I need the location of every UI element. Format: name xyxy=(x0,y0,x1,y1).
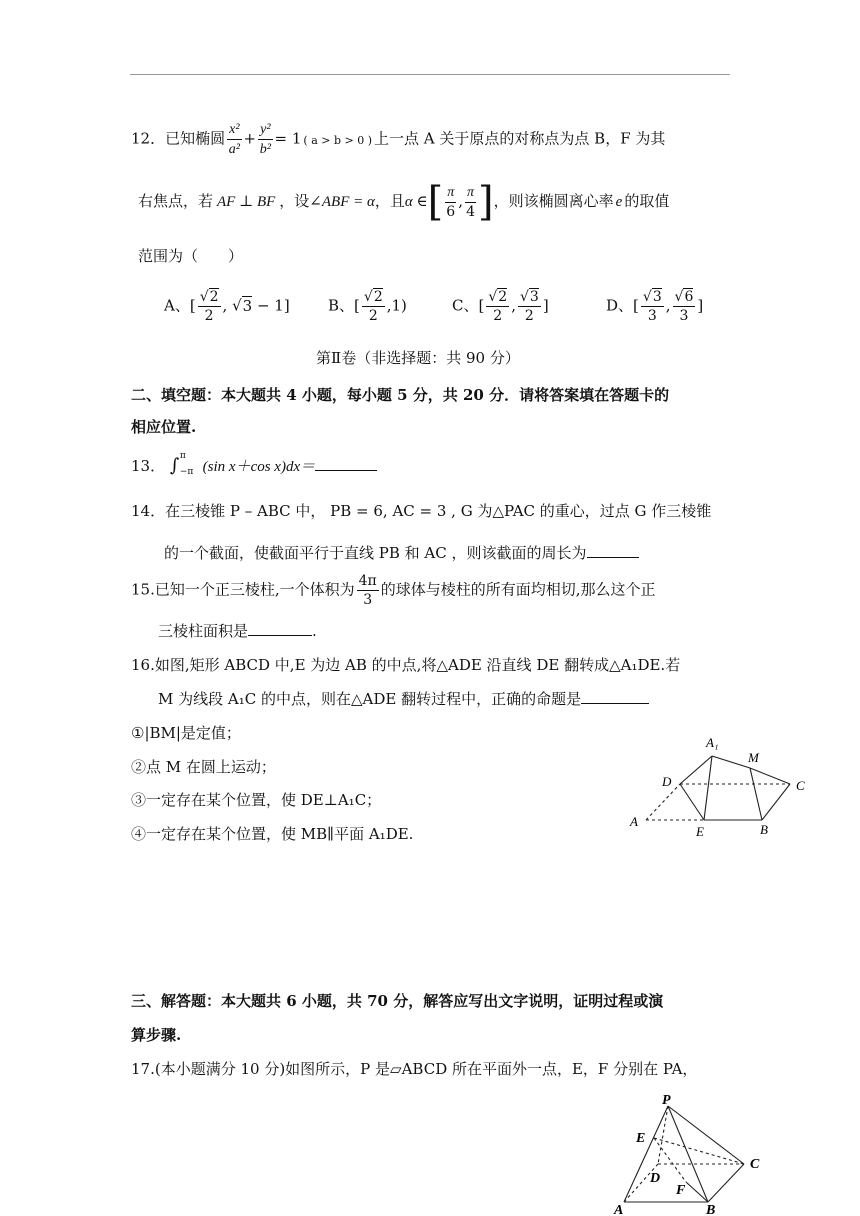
left-bracket: [ xyxy=(427,179,444,225)
q14-text-1: 在三棱锥 P – ABC 中， PB = 6, AC = 3 , G 为△PAC 的重心，过点 G 作三棱锥 xyxy=(165,502,712,520)
sphere-volume-frac xyxy=(357,572,379,609)
ellipse-x-num: x² xyxy=(229,122,240,137)
q15-text-a: 已知一个正三棱柱,一个体积为 xyxy=(154,580,355,599)
q16-number: 16. xyxy=(131,656,155,674)
ellipse-rhs: = 1 xyxy=(274,129,302,148)
q13-expr: (sin x＋cos x)dx＝ xyxy=(202,459,316,475)
fill-header-line1: 二、填空题：本大题共 4 小题，每小题 5 分，共 20 分．请将答案填在答题卡的 xyxy=(131,386,670,404)
label-d: D xyxy=(650,1171,661,1186)
option-a-label: A、 xyxy=(164,296,190,315)
eccentricity-e: e xyxy=(615,194,623,210)
label-p: P xyxy=(662,1093,671,1108)
right-bracket: ] xyxy=(478,179,494,225)
ellipse-x-den: a² xyxy=(228,142,240,157)
q15-line2: 三棱柱面积是 . xyxy=(158,622,317,640)
label-m: M xyxy=(748,750,759,765)
pi-num-1: π xyxy=(447,185,455,200)
label-c: C xyxy=(796,778,805,793)
q14-number: 14． xyxy=(131,502,166,520)
q17-figure xyxy=(606,1092,776,1216)
six-den: 6 xyxy=(446,204,456,220)
q12-number: 12． xyxy=(131,129,166,148)
edge-fb xyxy=(686,1182,708,1202)
integral-lower: −π xyxy=(179,467,194,477)
q14-line1 xyxy=(131,500,711,521)
q13 xyxy=(131,451,377,477)
ellipse-condition: ( a > b > 0 ) xyxy=(303,133,373,147)
option-a[interactable]: A、[ $\frac{√2}{2}$ , √3 − 1] xyxy=(164,289,290,324)
edge-mb xyxy=(750,768,762,820)
q16-item-4: ④一定存在某个位置，使 MB∥平面 A₁DE. xyxy=(131,825,414,843)
edge-a1m xyxy=(712,756,750,768)
edge-ad xyxy=(646,784,680,820)
edge-pd xyxy=(658,1106,668,1164)
ellipse-y-den: b² xyxy=(259,142,271,157)
section-2-title: 第Ⅱ卷（非选择题：共 90 分） xyxy=(316,349,520,367)
pi-num-2: π xyxy=(467,185,475,200)
q12-line2-c: ，且 xyxy=(374,192,405,210)
af-perp-bf: AF ⊥ BF xyxy=(217,194,276,210)
q12-line1: 12．已知椭圆 $\frac{\text{x²}}{\text{a²}}$ + $\frac{\text{y²}}{\text{b²}}$ = 1 ( a > b > 0 ) 上一点 A 关于原点的对称点为点 B，F 为其 xyxy=(131,122,666,157)
q13-answer-blank[interactable] xyxy=(315,456,377,471)
q16-line1 xyxy=(131,654,680,675)
ellipse-y-frac xyxy=(258,120,272,159)
edge-pc xyxy=(668,1106,744,1164)
q16-figure xyxy=(620,732,820,840)
edge-bc xyxy=(762,784,790,820)
volume-num: 4π xyxy=(358,573,377,589)
integral-upper: π xyxy=(179,451,186,461)
q12-line2-e: 的取值 xyxy=(624,192,670,210)
four-den: 4 xyxy=(466,204,475,220)
edge-mc xyxy=(750,768,790,784)
q16-answer-blank[interactable] xyxy=(581,689,649,704)
edge-pa xyxy=(624,1106,668,1202)
q14-answer-blank[interactable] xyxy=(587,543,639,558)
edge-pb xyxy=(668,1106,708,1202)
ellipse-x-frac xyxy=(227,120,241,159)
q12-text: 已知椭圆 xyxy=(165,129,226,148)
label-a1: A₁ xyxy=(706,735,719,750)
alpha-in: α ∈ xyxy=(404,194,428,210)
q16-item-1: ①|BM|是定值； xyxy=(131,724,241,742)
option-c[interactable]: C、[ $\frac{√2}{2}$ , $\frac{√3}{2}$ ] xyxy=(452,289,549,324)
q16-text-1: 如图,矩形 ABCD 中,E 为边 AB 的中点,将△ADE 沿直线 DE 翻转成△A₁DE.若 xyxy=(154,656,681,674)
edge-a1e xyxy=(704,756,712,820)
label-f: F xyxy=(676,1183,686,1198)
q16-item-2: ②点 M 在圆上运动； xyxy=(131,758,276,776)
label-a: A xyxy=(630,814,638,829)
pi-6-frac xyxy=(445,183,456,221)
label-e: E xyxy=(696,824,704,839)
label-d: D xyxy=(662,774,672,789)
q12-line2-d: ，则该椭圆离心率 xyxy=(493,192,614,210)
q14-text-2: 的一个截面，使截面平行于直线 PB 和 AC ，则该截面的周长为 xyxy=(164,544,587,562)
option-b[interactable]: B、[ $\frac{√2}{2}$ ,1) xyxy=(328,289,407,324)
label-a: A xyxy=(614,1203,624,1216)
q16-text-2: M 为线段 A₁C 的中点，则在△ADE 翻转过程中，正确的命题是 xyxy=(158,690,582,708)
q14-line2 xyxy=(164,542,639,563)
edge-bc xyxy=(708,1164,744,1202)
option-d-label: D、 xyxy=(606,296,634,315)
q12-line3: 范围为（ ） xyxy=(138,247,244,265)
angle-abf: ∠ABF = α xyxy=(309,194,375,210)
integral-sign: ∫ π −π xyxy=(169,451,194,477)
q12-text-b: 上一点 A 关于原点的对称点为点 B，F 为其 xyxy=(374,129,666,148)
q15-answer-blank[interactable] xyxy=(248,621,312,636)
q16-item-3: ③一定存在某个位置，使 DE⊥A₁C； xyxy=(131,791,382,809)
pi-4-frac xyxy=(465,183,476,221)
q12-line2-b: ，设 xyxy=(279,192,310,210)
q15-text-2: 三棱柱面积是 xyxy=(158,622,249,640)
fill-header-line2: 相应位置. xyxy=(131,418,197,436)
q13-number: 13． xyxy=(131,457,166,475)
ellipse-y-num: y² xyxy=(260,122,271,137)
q15-text-b: 的球体与棱柱的所有面均相切,那么这个正 xyxy=(380,580,656,599)
option-b-label: B、 xyxy=(328,296,355,315)
header-rule xyxy=(130,74,730,75)
q15-number: 15. xyxy=(131,580,155,599)
q12-line2: 右焦点，若 AF ⊥ BF ，设∠ABF = α，且α ∈[ $\frac{\pi}{6}$ , $\frac{\pi}{4}$ ]，则该椭圆离心率 e 的取值 xyxy=(138,179,670,225)
option-c-label: C、 xyxy=(452,296,479,315)
answer-header-line1: 三、解答题：本大题共 6 小题，共 70 分，解答应写出文字说明，证明过程或演 xyxy=(131,992,664,1010)
label-b: B xyxy=(760,822,768,837)
label-c: C xyxy=(750,1157,760,1172)
edge-de xyxy=(680,784,704,820)
label-e: E xyxy=(636,1131,646,1146)
edge-da1 xyxy=(680,756,712,784)
volume-den: 3 xyxy=(363,592,373,608)
label-b: B xyxy=(706,1203,716,1216)
option-d[interactable]: D、[ $\frac{√3}{3}$ , $\frac{√6}{3}$ ] xyxy=(606,289,704,324)
q17-line1: 17.(本小题满分 10 分)如图所示，P 是▱ABCD 所在平面外一点，E，F 分别在 PA， xyxy=(131,1060,698,1078)
answer-header-line2: 算步骤. xyxy=(131,1026,182,1044)
q15-line1 xyxy=(131,572,656,609)
q16-line2 xyxy=(158,688,649,709)
edge-ec xyxy=(654,1138,744,1164)
q12-line2-a: 右焦点，若 xyxy=(138,192,214,210)
